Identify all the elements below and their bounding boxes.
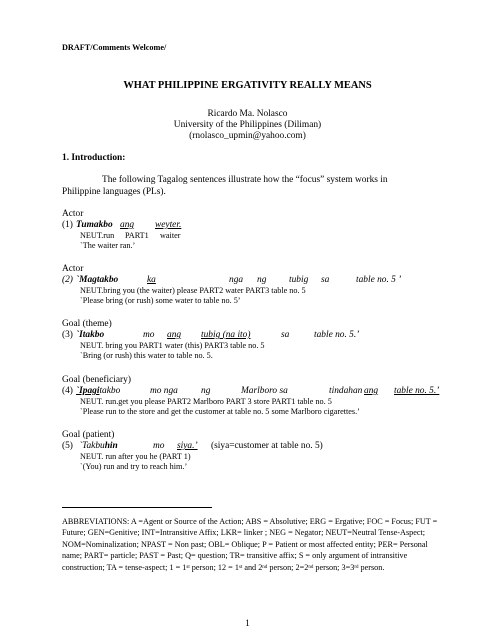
example-4-word-6: ang [364, 386, 379, 396]
example-3-verb: `Itakbo [76, 330, 105, 340]
example-1-gloss-1: NEUT.run [80, 231, 115, 240]
example-4-verb [76, 386, 120, 396]
example-5-word-2: mo [153, 441, 165, 451]
example-3-translation: `Bring (or rush) this water to table no. 5. [80, 351, 213, 360]
example-2-word-4: ng [257, 275, 267, 285]
example-1-gloss-3: waiter [160, 231, 181, 240]
example-4-verb-affix: `Ipagi [76, 386, 100, 396]
example-4-label: Goal (beneficiary) [62, 375, 131, 385]
example-5-gloss: NEUT. run after you he (PART 1) [80, 452, 191, 461]
example-4-number: (4) [62, 386, 73, 396]
example-3-word-4: tubig (na ito) [201, 330, 251, 340]
example-5-note: (siya=customer at table no. 5) [211, 441, 323, 451]
footnote-sup: st [186, 564, 190, 570]
example-4-word-3: ng [201, 386, 211, 396]
page-number: 1 [245, 619, 250, 629]
example-3-word-6: table no. 5.’ [314, 330, 360, 340]
example-3-word-5: sa [281, 330, 290, 340]
footnote-text: person. [358, 562, 385, 572]
example-1-gloss-2: PART1 [125, 231, 149, 240]
footnote-text: person; 3=3 [313, 562, 355, 572]
abbreviations-footnote [62, 516, 440, 573]
example-2-gloss: NEUT.bring you (the waiter) please PART2 water PART3 table no. 5 [80, 286, 306, 295]
footnote-text: and 2 [242, 562, 263, 572]
example-1-label: Actor [62, 209, 84, 219]
example-3-word-3: ang [167, 330, 182, 340]
author-affiliation: University of the Philippines (Diliman) [173, 120, 322, 130]
footnote-sup: nd [308, 564, 314, 570]
example-3-label: Goal (theme) [62, 319, 112, 329]
example-2-word-5: tubig [289, 275, 309, 285]
example-5-label: Goal (patient) [62, 430, 115, 440]
example-4-gloss: NEUT. run.get you please PART2 Marlboro PART 3 store PART1 table no. 5 [80, 397, 332, 406]
example-2-word-2: ka [147, 275, 156, 285]
section-heading: 1. Introduction: [62, 153, 126, 163]
example-2-verb: `Magtakbo [76, 275, 119, 285]
footnote-sup: st [238, 564, 243, 570]
footnote-text: person; 2=2 [267, 562, 309, 572]
intro-line-1: The following Tagalog sentences illustrate how the “focus” system works in [102, 175, 388, 185]
example-3-number: (3) [62, 330, 73, 340]
intro-line-2: Philippine languages (PLs). [62, 187, 166, 197]
example-2-word-3: nga [229, 275, 244, 285]
footnote-sup: rd [354, 564, 359, 570]
footnote-text: ABBREVIATIONS: A =Agent or Source of the Action; ABS = Absolutive; ERG = Ergative; FOC = Focus; FUT = Future; GEN=Genitive; INT=Intransitive Affix; LKR= linker ; NEG = Negator; NEUT=Neutral Tense-Aspect; NOM=Nominalization; NPAST = Non past; OBL= Oblique; P = Patient or most affected entity; PER= Personal name; PART= particle; PAST = Past; Q= question; TR= transitive affix; S = only argument of intransitive construction; TA = tense-aspect; 1 = 1 [62, 517, 438, 572]
example-2-translation: `Please bring (or rush) some water to table no. 5’ [80, 296, 241, 305]
example-1-verb: Tumakbo [76, 220, 113, 230]
example-5-word-3: siya.’ [177, 441, 198, 451]
example-1-noun: weyter. [155, 220, 182, 230]
example-5-verb-root: `Takbu [79, 441, 105, 451]
example-2-word-7: table no. 5 ’ [356, 275, 402, 285]
example-5-translation: `(You) run and try to reach him.’ [80, 462, 188, 471]
footnote-text: person; 12 = 1 [189, 562, 239, 572]
example-4-word-4: Marlboro sa [241, 386, 288, 396]
example-5-number: (5) [62, 441, 73, 451]
example-5-verb-suffix: hin [104, 441, 118, 451]
example-2-word-6: sa [321, 275, 330, 285]
draft-note: DRAFT/Comments Welcome/ [62, 43, 167, 52]
footnote-sup: nd [262, 564, 268, 570]
footnote-rule [62, 507, 212, 508]
author-email: (rnolasco_upmin@yahoo.com) [189, 131, 306, 141]
example-1-particle: ang [120, 220, 135, 230]
example-4-translation: `Please run to the store and get the customer at table no. 5 some Marlboro cigarettes.’ [80, 407, 360, 416]
example-2-label: Actor [62, 264, 84, 274]
example-4-word-2: mo nga [150, 386, 178, 396]
example-1-translation: `The waiter ran.’ [80, 241, 136, 250]
example-2-number: (2) [62, 275, 73, 285]
author-name: Ricardo Ma. Nolasco [207, 109, 288, 119]
example-4-word-5: tindahan [329, 386, 363, 396]
paper-title: WHAT PHILIPPINE ERGATIVITY REALLY MEANS [123, 80, 372, 91]
example-3-word-2: mo [143, 330, 155, 340]
example-4-verb-root: takbo [99, 386, 121, 396]
example-5-verb [79, 441, 118, 451]
example-4-word-7: table no. 5.’ [394, 386, 440, 396]
example-1-number: (1) [62, 220, 73, 230]
example-3-gloss: NEUT. bring you PART1 water (this) PART3 table no. 5 [80, 341, 265, 350]
